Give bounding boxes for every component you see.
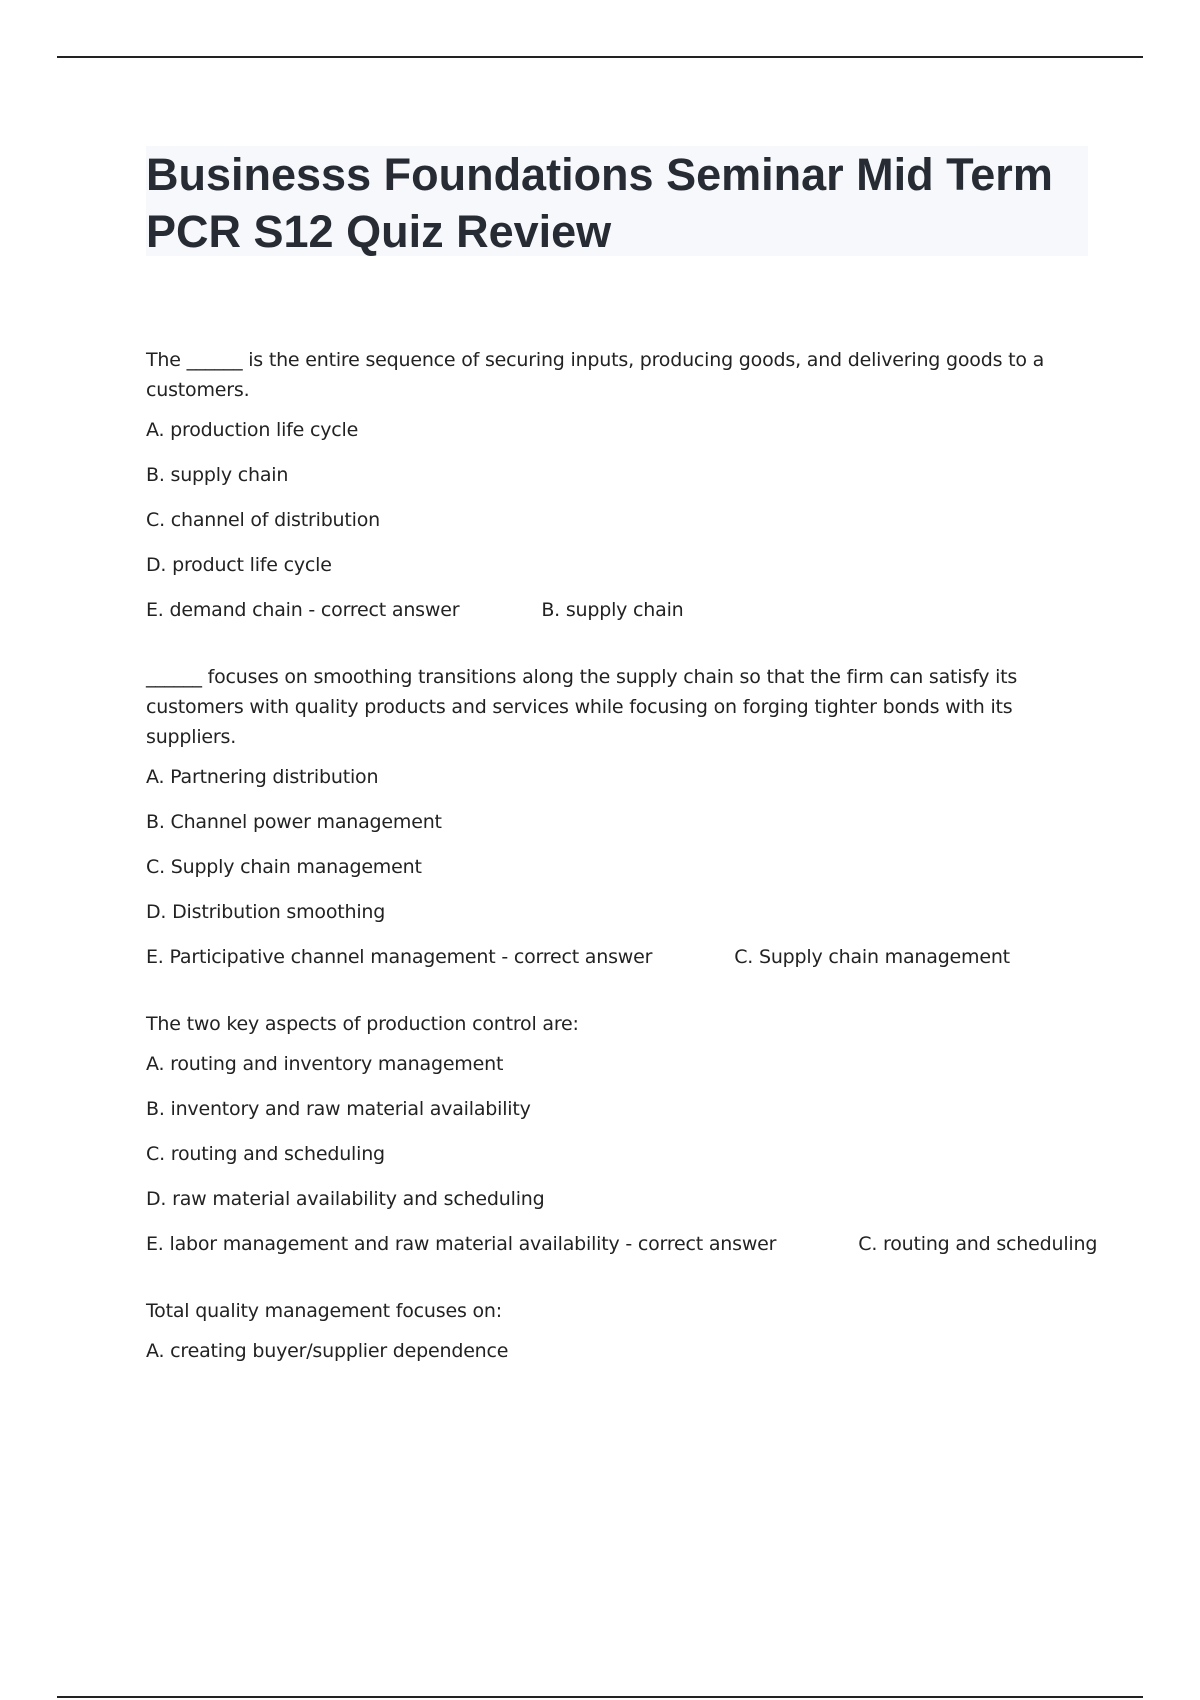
option-a: A. Partnering distribution — [146, 766, 379, 788]
option-b: B. inventory and raw material availability — [146, 1098, 531, 1120]
question-2 — [146, 662, 1096, 969]
correct-answer: C. Supply chain management — [734, 946, 1010, 968]
question-text: The two key aspects of production control are: — [146, 1013, 579, 1035]
option-a: A. creating buyer/supplier dependence — [146, 1340, 509, 1362]
option-c: C. channel of distribution — [146, 509, 380, 531]
question-text: Total quality management focuses on: — [146, 1300, 502, 1322]
option-e: E. Participative channel management - correct answer C. Supply chain management — [146, 946, 1010, 968]
question-text: The ______ is the entire sequence of securing inputs, producing goods, and delivering goods to a customers. — [146, 349, 1045, 401]
option-e: E. demand chain - correct answer B. supply chain — [146, 599, 684, 621]
option-a: A. production life cycle — [146, 419, 359, 441]
option-d: D. product life cycle — [146, 554, 332, 576]
question-list — [146, 345, 1096, 1403]
option-d: D. Distribution smoothing — [146, 901, 386, 923]
question-4 — [146, 1296, 1096, 1363]
option-d: D. raw material availability and scheduling — [146, 1188, 545, 1210]
option-e: E. labor management and raw material availability - correct answer C. routing and scheduling — [146, 1233, 1098, 1255]
question-3 — [146, 1009, 1096, 1256]
question-1 — [146, 345, 1096, 622]
correct-answer: B. supply chain — [541, 599, 684, 621]
option-c: C. Supply chain management — [146, 856, 422, 878]
option-a: A. routing and inventory management — [146, 1053, 504, 1075]
correct-answer: C. routing and scheduling — [858, 1233, 1098, 1255]
top-rule — [57, 56, 1143, 58]
document-title: Businesss Foundations Seminar Mid Term PCR S12 Quiz Review — [146, 149, 1053, 257]
option-c: C. routing and scheduling — [146, 1143, 385, 1165]
question-text: ______ focuses on smoothing transitions along the supply chain so that the firm can satisfy its customers with quality products and services while focusing on forging tighter bonds with its suppliers. — [146, 666, 1018, 748]
bottom-rule — [57, 1696, 1143, 1698]
option-b: B. Channel power management — [146, 811, 442, 833]
option-b: B. supply chain — [146, 464, 289, 486]
